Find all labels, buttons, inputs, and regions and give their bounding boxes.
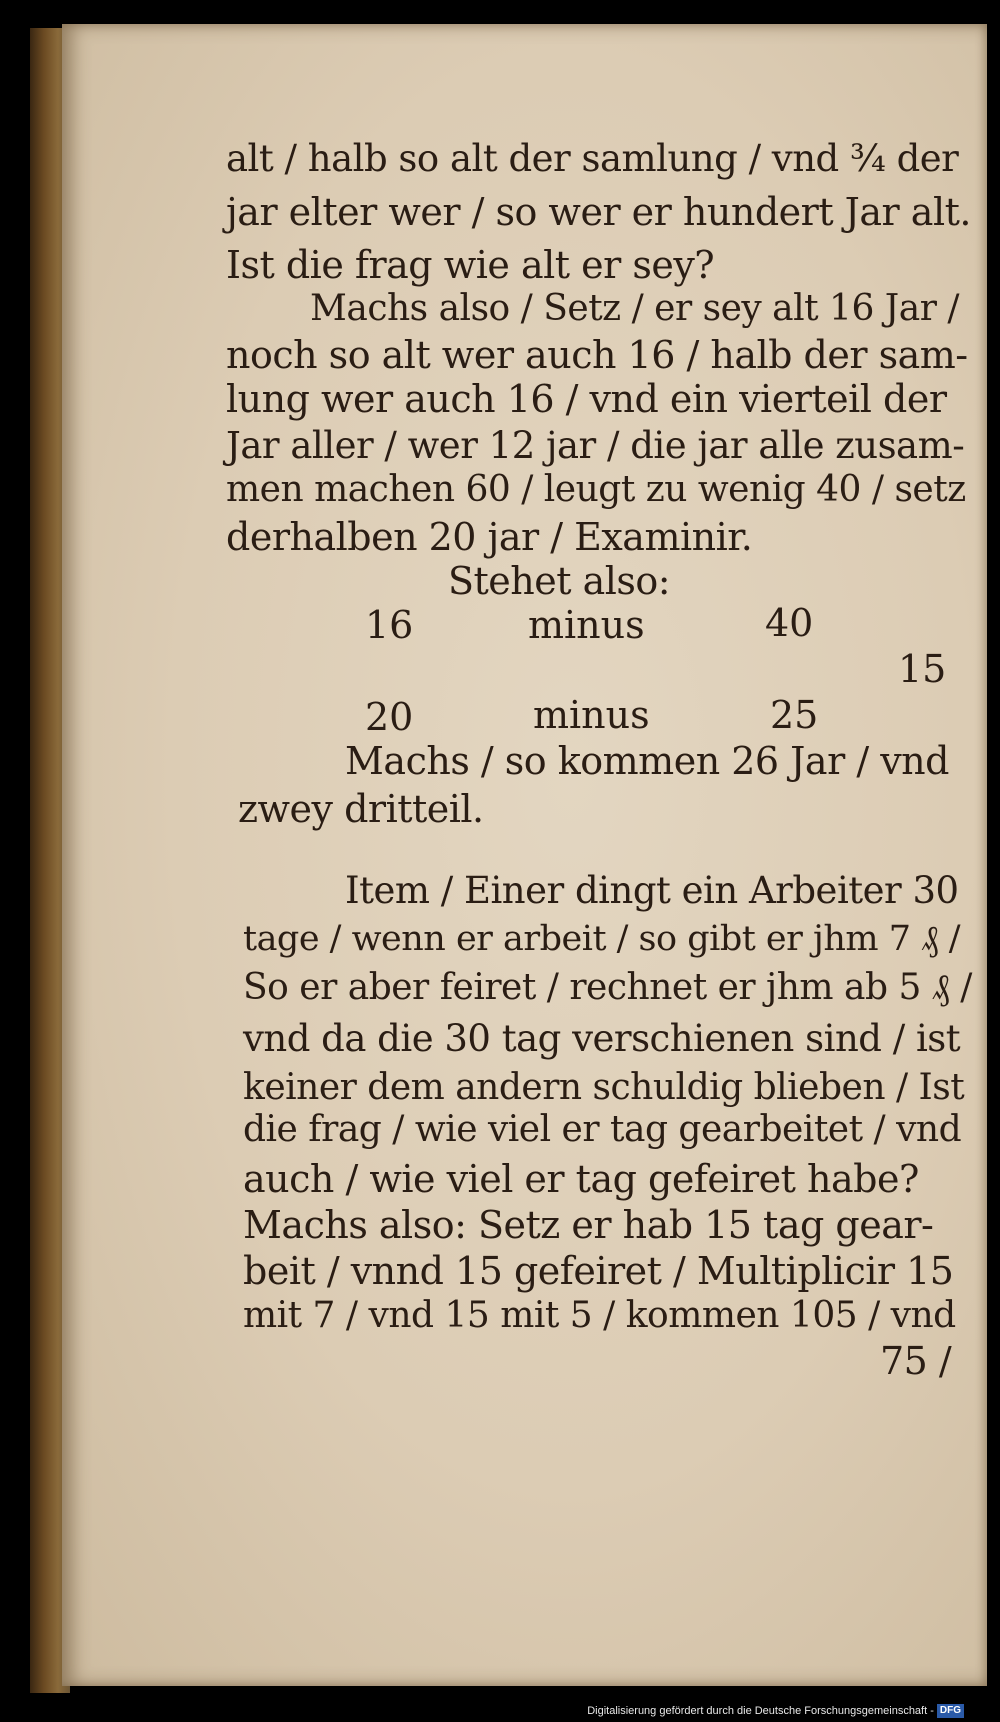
table-cell: 15: [898, 647, 947, 691]
text-line: die frag / wie viel er tag gearbeitet / vnd: [243, 1109, 962, 1150]
text-line: Machs / so kommen 26 Jar / vnd: [345, 739, 949, 783]
text-line: keiner dem andern schuldig blieben / Ist: [243, 1067, 965, 1108]
text-line: Ist die frag wie alt er sey?: [226, 243, 715, 287]
text-line: auch / wie viel er tag gefeiret habe?: [243, 1157, 919, 1201]
text-line: tage / wenn er arbeit / so gibt er jhm 7 ₰ /: [243, 919, 960, 959]
table-cell: 20: [365, 695, 414, 739]
table-cell: 40: [765, 601, 814, 645]
text-line: noch so alt wer auch 16 / halb der sam-: [226, 333, 968, 377]
table-cell: 25: [770, 693, 819, 737]
text-line: alt / halb so alt der samlung / vnd ¾ der: [226, 137, 959, 180]
text-line: vnd da die 30 tag verschienen sind / ist: [243, 1017, 961, 1060]
table-cell: minus: [533, 693, 650, 737]
text-line: Machs also: Setz er hab 15 tag gear-: [243, 1203, 934, 1247]
text-line: lung wer auch 16 / vnd ein vierteil der: [226, 377, 947, 421]
table-cell: 16: [365, 603, 414, 647]
credit-text: Digitalisierung gefördert durch die Deutsche Forschungsgemeinschaft -: [587, 1704, 934, 1717]
text-line: men machen 60 / leugt zu wenig 40 / setz: [226, 469, 966, 510]
text-line: Item / Einer dingt ein Arbeiter 30: [345, 869, 959, 912]
text-line: So er aber feiret / rechnet er jhm ab 5 ₰ /: [243, 967, 972, 1008]
table-cell: minus: [528, 603, 645, 647]
text-line: Stehet also:: [448, 559, 671, 603]
text-line: derhalben 20 jar / Examinir.: [226, 515, 753, 559]
text-line: 75 /: [880, 1339, 952, 1383]
dfg-logo: DFG: [937, 1704, 964, 1718]
text-line: jar elter wer / so wer er hundert Jar alt.: [226, 190, 971, 234]
text-line: beit / vnnd 15 gefeiret / Multiplicir 15: [243, 1249, 954, 1293]
text-line: Machs also / Setz / er sey alt 16 Jar /: [310, 288, 959, 329]
digitization-credit: [587, 1704, 964, 1718]
text-line: mit 7 / vnd 15 mit 5 / kommen 105 / vnd: [243, 1295, 956, 1336]
text-line: Jar aller / wer 12 jar / die jar alle zusam-: [226, 424, 965, 467]
text-line: zwey dritteil.: [238, 787, 484, 831]
